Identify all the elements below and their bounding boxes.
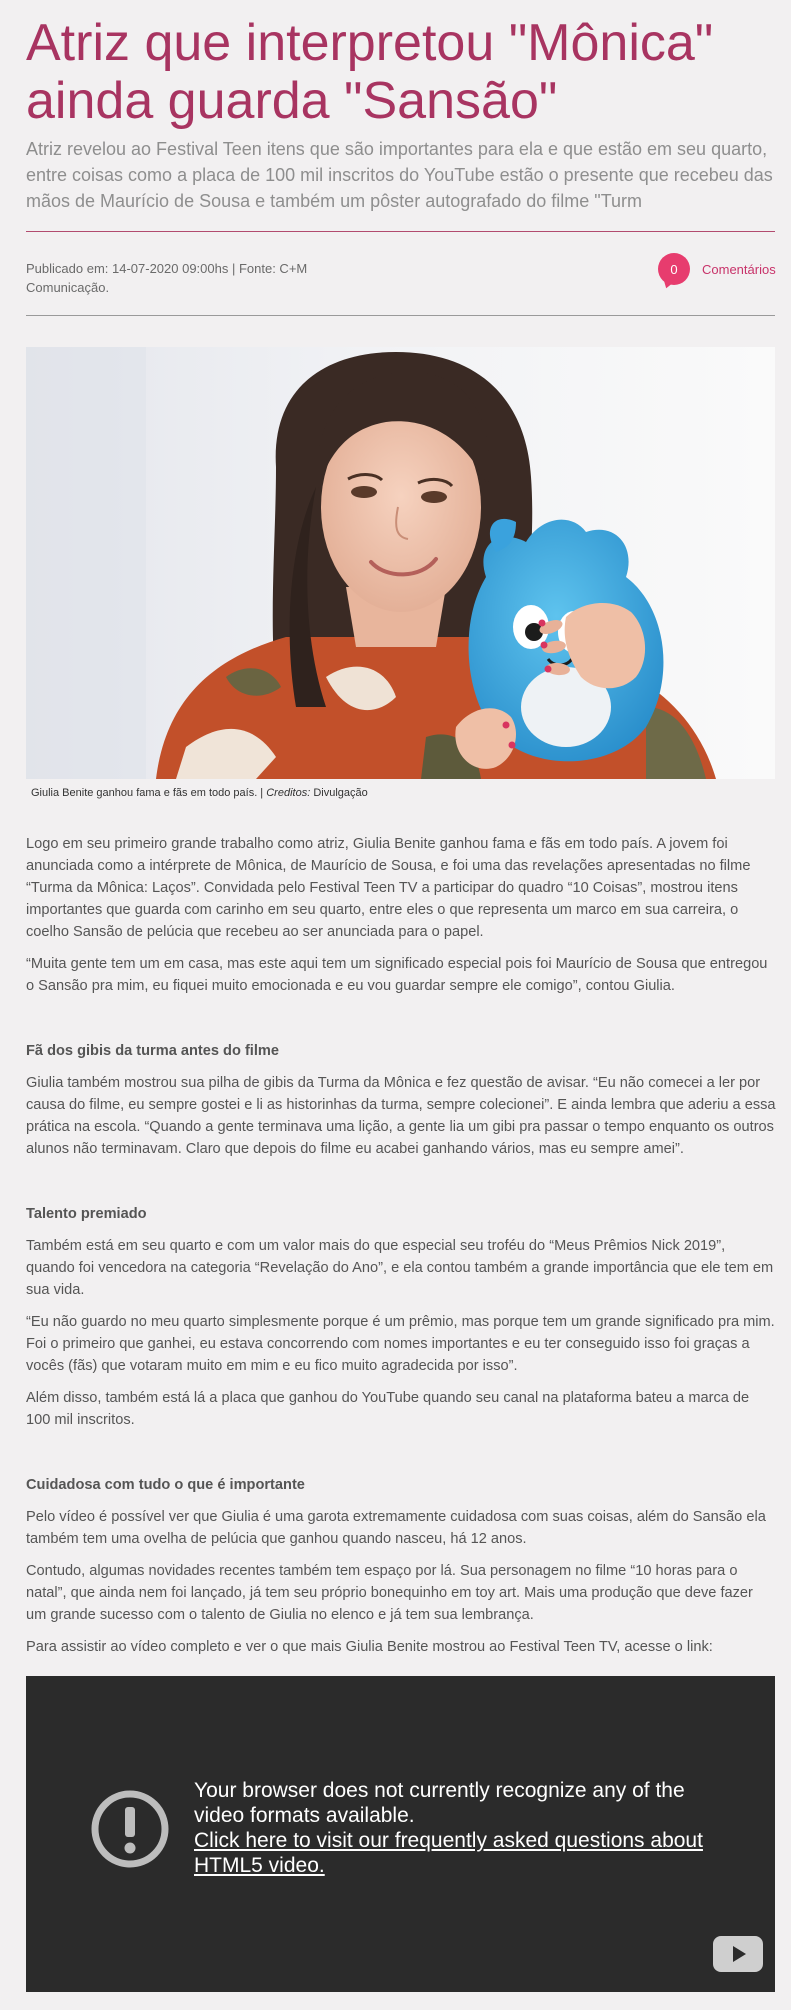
youtube-play-icon[interactable] xyxy=(713,1936,763,1972)
title-divider xyxy=(26,231,775,232)
article-photo xyxy=(26,347,775,779)
section-heading: Cuidadosa com tudo o que é importante xyxy=(26,1477,305,1493)
paragraph: Logo em seu primeiro grande trabalho como atriz, Giulia Benite ganhou fama e fãs em todo país. A jovem foi anunciada como a intérprete de Mônica, de Maurício de Sousa, e foi uma das revelações apresentadas no filme “Turma da Mônica: Laços”. Convidada pelo Festival Teen TV a participar do quadro “10 Coisas”, mostrou itens importantes que guarda com carinho em seu quarto, entre eles o que representa um marco em sua carreira, o coelho Sansão de pelúcia que recebeu ao ser anunciada para o papel. xyxy=(26,836,751,940)
exclamation-circle-icon xyxy=(90,1789,170,1869)
section-heading: Talento premiado xyxy=(26,1206,147,1222)
article-subtitle: Atriz revelou ao Festival Teen itens que são importantes para ela e que estão em seu quarto, entre coisas como a placa de 100 mil inscritos do YouTube estão o presente que recebeu das mãos de Maurício de Sousa e também um pôster autografado do filme "Turm xyxy=(26,139,773,211)
comment-count: 0 xyxy=(670,261,678,277)
comments-link[interactable] xyxy=(658,252,776,286)
play-triangle-icon xyxy=(727,1943,749,1965)
paragraph: Para assistir ao vídeo completo e ver o que mais Giulia Benite mostrou ao Festival Teen TV, acesse o link: xyxy=(26,1639,713,1655)
caption-credit-label: Creditos: xyxy=(266,787,311,799)
paragraph: Giulia também mostrou sua pilha de gibis da Turma da Mônica e fez questão de avisar. “Eu não comecei a ler por causa do filme, eu sempre gostei e li as historinhas da turma, sempre colecionei”. E ainda lembra que aderiu a essa prática na escola. “Quando a gente terminava uma lição, a gente lia um gibi pra passar o tempo enquanto os outros alunos não terminavam. Claro que depois do filme eu acabei ganhando vários, mas eu sempre amei”. xyxy=(26,1075,776,1157)
girl-with-plush-illustration xyxy=(26,347,775,779)
caption-text: Giulia Benite ganhou fama e fãs em todo país. | xyxy=(31,787,267,799)
paragraph: Também está em seu quarto e com um valor mais do que especial seu troféu do “Meus Prêmios Nick 2019”, quando foi vencedora na categoria “Revelação do Ano”, e ela contou também a grande importância que ele tem em sua vida. xyxy=(26,1238,774,1298)
html5-faq-link[interactable]: Click here to visit our frequently asked questions about HTML5 video. xyxy=(194,1829,703,1877)
paragraph: Pelo vídeo é possível ver que Giulia é uma garota extremamente cuidadosa com suas coisas, além do Sansão ela também tem uma ovelha de pelúcia que ganhou quando nasceu, há 12 anos. xyxy=(26,1509,766,1547)
article-body xyxy=(26,833,776,1668)
video-message-text: Your browser does not currently recognize any of the video formats available. xyxy=(194,1779,685,1827)
video-player[interactable] xyxy=(26,1676,775,1992)
paragraph: “Eu não guardo no meu quarto simplesmente porque é um prêmio, mas porque tem um grande significado pra mim. Foi o primeiro que ganhei, eu estava concorrendo com nomes importantes e eu ter conseguido isso foi graças a vocês (fãs) que votaram muito em mim e eu fico muito agradecida por isso”. xyxy=(26,1314,775,1374)
comments-label: Comentários xyxy=(702,261,776,277)
video-unsupported-message xyxy=(194,1778,734,1878)
meta-divider xyxy=(26,315,775,316)
caption-credit: Divulgação xyxy=(310,787,368,799)
paragraph: “Muita gente tem um em casa, mas este aqui tem um significado especial pois foi Maurício de Sousa que entregou o Sansão pra mim, eu fiquei muito emocionada e eu vou guardar sempre ele comigo”, contou Giulia. xyxy=(26,956,768,994)
article-title: Atriz que interpretou "Mônica" ainda guarda "Sansão" xyxy=(26,14,714,130)
paragraph: Contudo, algumas novidades recentes também tem espaço por lá. Sua personagem no filme “10 horas para o natal”, que ainda nem foi lançado, já tem seu próprio bonequinho em toy art. Mais uma produção que deve fazer um grande sucesso com o talento de Giulia no elenco e já tem sua lembrança. xyxy=(26,1563,753,1623)
section-heading: Fã dos gibis da turma antes do filme xyxy=(26,1043,280,1059)
speech-bubble-icon xyxy=(658,253,690,285)
photo-caption xyxy=(31,785,731,801)
publish-meta: Publicado em: 14-07-2020 09:00hs | Fonte: C+M Comunicação. xyxy=(26,261,308,295)
paragraph: Além disso, também está lá a placa que ganhou do YouTube quando seu canal na plataforma bateu a marca de 100 mil inscritos. xyxy=(26,1390,750,1428)
